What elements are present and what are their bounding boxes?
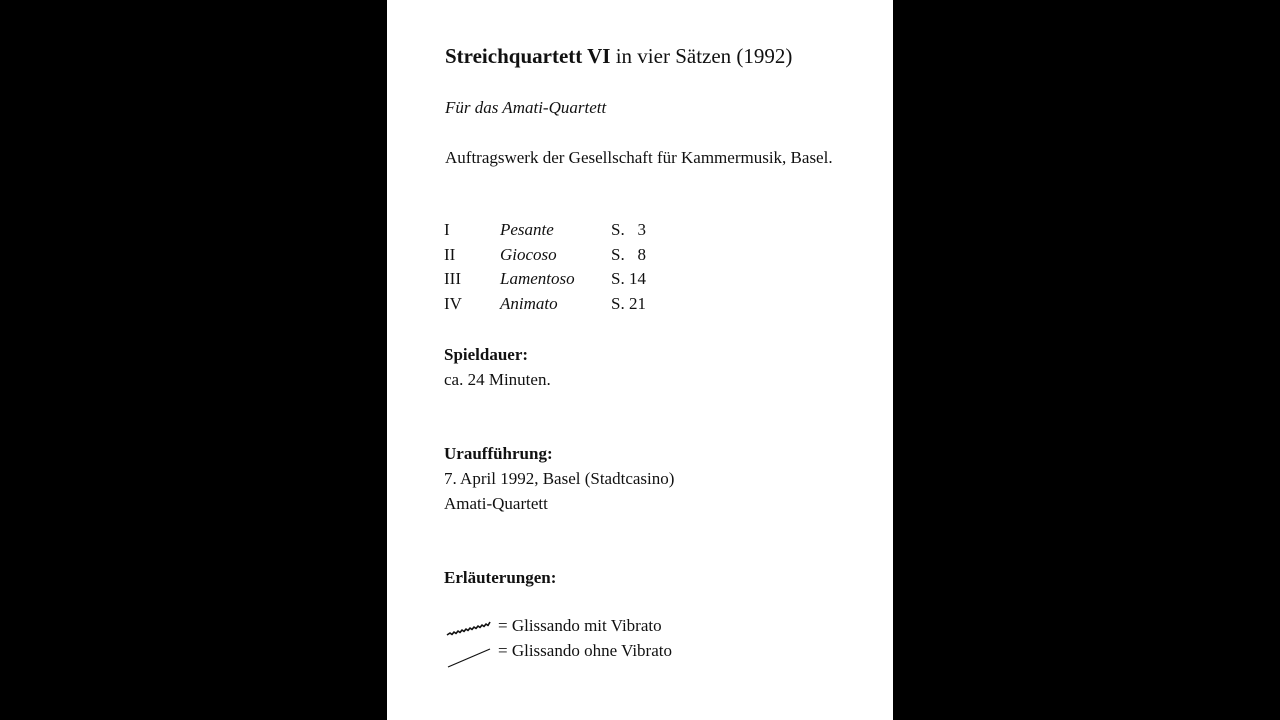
movement-number: II (444, 244, 456, 264)
page-title (445, 44, 792, 69)
movement-number: IV (444, 294, 462, 314)
movement-page: S. 8 (611, 244, 646, 264)
duration-label: Spieldauer: (444, 345, 529, 364)
movement-number: III (444, 269, 461, 289)
notes-label: Erläuterungen: (444, 568, 557, 587)
wavy-glissando-icon (445, 616, 493, 640)
straight-glissando-icon (445, 641, 493, 671)
movement-name: Animato (500, 294, 558, 314)
movement-page: S. 3 (611, 220, 646, 239)
score-front-page (387, 0, 893, 720)
premiere-date-place: 7. April 1992, Basel (Stadtcasino) (444, 469, 675, 488)
movement-name: Giocoso (500, 244, 557, 264)
movement-name: Lamentoso (500, 269, 575, 289)
dedication: Für das Amati-Quartett (445, 98, 607, 117)
legend-text: = Glissando mit Vibrato (498, 616, 662, 635)
movement-page: S. 14 (611, 269, 646, 289)
movement-page: S. 21 (611, 294, 646, 314)
legend-text: = Glissando ohne Vibrato (498, 641, 672, 660)
title-subtitle: in vier Sätzen (1992) (610, 44, 793, 68)
commission-note: Auftragswerk der Gesellschaft für Kammermusik, Basel. (445, 148, 833, 167)
movement-name: Pesante (500, 220, 554, 239)
premiere-performers: Amati-Quartett (444, 494, 548, 513)
duration-value: ca. 24 Minuten. (444, 370, 551, 389)
premiere-label: Uraufführung: (444, 444, 553, 463)
title-work: Streichquartett VI (445, 44, 611, 68)
movement-number: I (444, 220, 450, 239)
